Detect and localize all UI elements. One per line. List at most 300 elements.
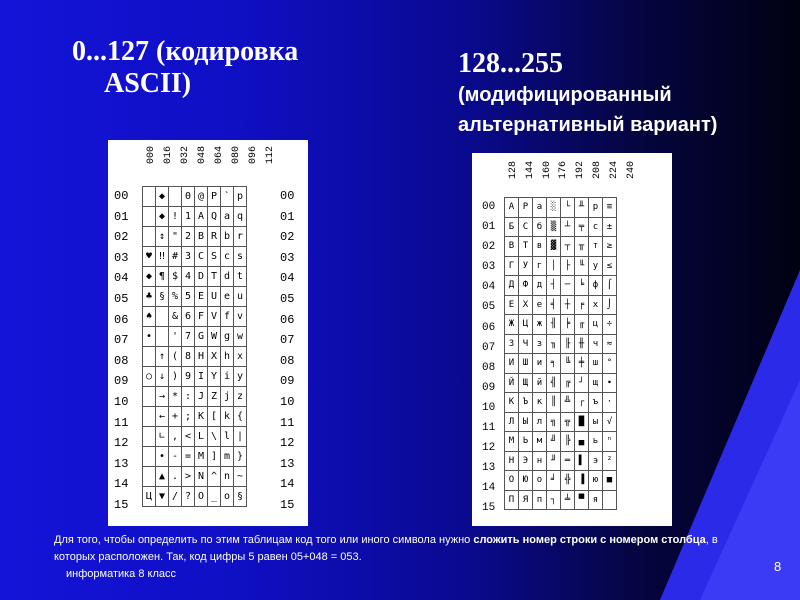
code-cell: ю	[589, 471, 603, 491]
code-cell: }	[234, 447, 247, 467]
row-label: 02	[280, 230, 295, 245]
code-cell: 5	[182, 287, 195, 307]
row-label: 02	[114, 230, 129, 245]
table-row	[505, 217, 617, 237]
code-cell: >	[182, 467, 195, 487]
code-cell: °	[603, 354, 617, 374]
table-row	[505, 237, 617, 257]
code-cell: л	[533, 412, 547, 432]
ascii-row-labels-right	[280, 186, 294, 516]
row-label: 15	[482, 502, 496, 515]
row-label: 05	[280, 291, 295, 306]
code-cell: К	[505, 393, 519, 413]
code-cell	[143, 207, 156, 227]
code-cell: ф	[589, 276, 603, 296]
row-label: 14	[482, 482, 496, 495]
row-label: 14	[280, 477, 295, 492]
code-cell: Щ	[519, 373, 533, 393]
column-header: 080	[231, 146, 242, 165]
code-cell: ±	[603, 217, 617, 237]
row-label: 12	[650, 445, 663, 461]
alt-table-panel	[472, 153, 672, 526]
row-label: 07	[280, 333, 295, 348]
code-cell	[143, 467, 156, 487]
code-cell: Г	[505, 256, 519, 276]
table-row	[143, 407, 247, 427]
table-row	[505, 451, 617, 471]
code-cell: ◆	[143, 267, 156, 287]
code-cell: U	[208, 287, 221, 307]
title-ascii	[72, 36, 298, 100]
code-cell: ²	[603, 451, 617, 471]
code-cell: ▄	[575, 432, 589, 452]
column-header: 208	[592, 161, 603, 180]
code-cell: з	[533, 334, 547, 354]
code-cell: ⌠	[603, 276, 617, 296]
code-cell: ♣	[143, 287, 156, 307]
code-cell: ╫	[575, 334, 589, 354]
row-label: 08	[280, 353, 295, 368]
code-cell: ╗	[547, 412, 561, 432]
code-cell: u	[234, 287, 247, 307]
code-cell: ╧	[561, 490, 575, 510]
code-cell: <	[182, 427, 195, 447]
row-label: 13	[482, 462, 496, 475]
table-row	[143, 427, 247, 447]
table-row	[143, 387, 247, 407]
table-row	[143, 207, 247, 227]
table-row	[505, 315, 617, 335]
row-label: 09	[482, 381, 496, 394]
code-cell: w	[234, 327, 247, 347]
column-header: 128	[508, 161, 519, 180]
code-cell: "	[169, 227, 182, 247]
row-label: 00	[114, 189, 129, 203]
code-cell: ╡	[547, 295, 561, 315]
code-cell: ∟	[156, 427, 169, 447]
code-cell: ,	[169, 427, 182, 447]
title-ascii-line2: ASCII)	[104, 68, 192, 99]
table-row	[505, 354, 617, 374]
code-cell: Т	[519, 237, 533, 257]
code-cell: T	[208, 267, 221, 287]
code-cell: ¶	[156, 267, 169, 287]
code-cell: O	[195, 487, 208, 507]
code-cell: ├	[561, 256, 575, 276]
row-label: 09	[650, 383, 663, 399]
code-cell: ?	[182, 487, 195, 507]
code-cell: Р	[519, 198, 533, 218]
code-cell: ъ	[589, 393, 603, 413]
title-ascii-line1: 0...127 (кодировка	[72, 36, 299, 67]
row-label: 01	[280, 209, 295, 224]
code-cell: ▀	[575, 490, 589, 510]
code-cell: М	[505, 432, 519, 452]
code-cell: +	[169, 407, 182, 427]
code-cell: 6	[182, 307, 195, 327]
code-cell: ╓	[575, 315, 589, 335]
code-cell: ≥	[603, 237, 617, 257]
row-label: 15	[650, 506, 663, 522]
code-cell: ♠	[143, 307, 156, 327]
code-cell: З	[505, 334, 519, 354]
code-cell: ┴	[561, 217, 575, 237]
code-cell: п	[533, 490, 547, 510]
row-label: 13	[280, 456, 295, 471]
code-cell: X	[208, 347, 221, 367]
code-cell: П	[505, 490, 519, 510]
code-cell: I	[195, 367, 208, 387]
code-cell: M	[195, 447, 208, 467]
column-header: 176	[558, 161, 570, 180]
code-cell: `	[221, 187, 234, 207]
code-cell: ◆	[156, 187, 169, 207]
code-cell	[143, 347, 156, 367]
code-cell: ≡	[603, 198, 617, 218]
code-cell: ↑	[156, 347, 169, 367]
table-row	[505, 334, 617, 354]
code-cell: ▼	[156, 487, 169, 507]
code-cell: к	[533, 393, 547, 413]
row-label: 11	[482, 422, 496, 435]
table-row	[143, 487, 247, 507]
row-label: 05	[482, 301, 496, 314]
column-header: 240	[625, 161, 637, 180]
table-row	[505, 295, 617, 315]
code-cell: k	[221, 407, 234, 427]
code-cell: я	[589, 490, 603, 510]
code-cell: l	[221, 427, 234, 447]
code-cell: ◆	[156, 207, 169, 227]
code-cell: :	[182, 387, 195, 407]
code-cell: ╛	[547, 471, 561, 491]
code-cell: b	[221, 227, 234, 247]
code-cell: q	[234, 207, 247, 227]
table-row	[505, 256, 617, 276]
row-label: 10	[650, 403, 663, 419]
ascii-code-grid	[142, 186, 247, 507]
code-cell: р	[589, 198, 603, 218]
code-cell: &	[169, 307, 182, 327]
row-label: 07	[482, 341, 496, 354]
code-cell: О	[505, 471, 519, 491]
column-header: 032	[180, 146, 191, 165]
code-cell: ╝	[547, 432, 561, 452]
code-cell: F	[195, 307, 208, 327]
code-cell: -	[169, 447, 182, 467]
code-cell: ║	[547, 393, 561, 413]
code-cell: ╦	[561, 412, 575, 432]
code-cell: ·	[603, 393, 617, 413]
row-label: 02	[650, 239, 663, 255]
code-cell: Ч	[519, 334, 533, 354]
code-cell: █	[575, 412, 589, 432]
row-label: 00	[650, 198, 663, 213]
row-label: 01	[482, 221, 496, 234]
code-cell: щ	[589, 373, 603, 393]
code-cell: z	[234, 387, 247, 407]
code-cell: ╜	[547, 451, 561, 471]
code-cell	[156, 327, 169, 347]
code-cell: Х	[519, 295, 533, 315]
code-cell: Ш	[519, 354, 533, 374]
code-cell: б	[533, 217, 547, 237]
code-cell: ╘	[575, 276, 589, 296]
code-cell: ╤	[575, 217, 589, 237]
row-label: 01	[114, 209, 129, 224]
code-cell: ↓	[156, 367, 169, 387]
code-cell: Y	[208, 367, 221, 387]
table-row	[143, 467, 247, 487]
code-cell: G	[195, 327, 208, 347]
code-cell: x	[234, 347, 247, 367]
table-row	[505, 393, 617, 413]
code-cell: (	[169, 347, 182, 367]
code-cell: ╨	[575, 198, 589, 218]
table-row	[143, 327, 247, 347]
code-cell: K	[195, 407, 208, 427]
caption-text-end: , в которых расположен. Так, код цифры 5 равен 05+048 = 053.	[54, 534, 718, 563]
code-cell: n	[221, 467, 234, 487]
code-cell: ≤	[603, 256, 617, 276]
column-header: 016	[163, 146, 174, 165]
code-cell: Е	[505, 295, 519, 315]
code-cell: ╖	[547, 334, 561, 354]
code-cell: •	[156, 447, 169, 467]
code-cell: 9	[182, 367, 195, 387]
code-cell: ┌	[575, 393, 589, 413]
code-cell: ]	[208, 447, 221, 467]
row-label: 06	[482, 321, 496, 334]
code-cell: t	[234, 267, 247, 287]
code-cell: ;	[182, 407, 195, 427]
code-cell: ■	[603, 471, 617, 491]
code-cell: А	[505, 198, 519, 218]
code-cell	[143, 447, 156, 467]
row-label: 05	[114, 291, 129, 306]
code-cell: ↕	[156, 227, 169, 247]
alt-row-labels	[482, 197, 495, 519]
code-cell: о	[533, 471, 547, 491]
code-cell: ╠	[561, 432, 575, 452]
code-cell: ╥	[575, 237, 589, 257]
code-cell: §	[234, 487, 247, 507]
row-label: 08	[114, 353, 129, 368]
column-header: 048	[197, 146, 208, 165]
code-cell: →	[156, 387, 169, 407]
code-cell: э	[589, 451, 603, 471]
code-cell: ⁿ	[603, 432, 617, 452]
code-cell: ≈	[603, 334, 617, 354]
code-cell: ^	[208, 467, 221, 487]
code-cell: p	[234, 187, 247, 207]
code-cell: m	[221, 447, 234, 467]
code-cell: Q	[208, 207, 221, 227]
code-cell: h	[221, 347, 234, 367]
code-cell: D	[195, 267, 208, 287]
code-cell: и	[533, 354, 547, 374]
code-cell: С	[519, 217, 533, 237]
row-label: 10	[280, 394, 295, 409]
code-cell: ░	[547, 198, 561, 218]
code-cell	[143, 407, 156, 427]
code-cell: {	[234, 407, 247, 427]
code-cell: д	[533, 276, 547, 296]
code-cell: ╬	[561, 471, 575, 491]
code-cell: f	[221, 307, 234, 327]
code-cell: с	[589, 217, 603, 237]
row-label: 10	[114, 394, 129, 409]
code-cell: ▓	[547, 237, 561, 257]
code-cell: ц	[589, 315, 603, 335]
code-cell: Б	[505, 217, 519, 237]
code-cell: ┬	[561, 237, 575, 257]
code-cell: Ь	[519, 432, 533, 452]
code-cell: 3	[182, 247, 195, 267]
code-cell: L	[195, 427, 208, 447]
row-label: 11	[650, 424, 663, 440]
code-cell: И	[505, 354, 519, 374]
code-cell: ╕	[547, 354, 561, 374]
code-cell: ▌	[575, 451, 589, 471]
code-cell: 4	[182, 267, 195, 287]
column-header: 160	[541, 161, 553, 180]
column-header: 112	[265, 146, 276, 165]
code-cell: Ж	[505, 315, 519, 335]
table-row	[505, 490, 617, 510]
code-cell: ┐	[547, 490, 561, 510]
row-label: 03	[114, 250, 129, 265]
row-label: 12	[482, 442, 496, 455]
code-cell	[143, 187, 156, 207]
code-cell: ▐	[575, 471, 589, 491]
code-cell: [	[208, 407, 221, 427]
code-cell: ш	[589, 354, 603, 374]
code-cell: ╪	[575, 354, 589, 374]
code-cell: W	[208, 327, 221, 347]
code-cell: ┤	[547, 276, 561, 296]
code-cell: ╣	[547, 373, 561, 393]
code-cell: ▲	[156, 467, 169, 487]
ascii-row-labels-left	[114, 186, 128, 516]
code-cell: i	[221, 367, 234, 387]
code-cell	[156, 307, 169, 327]
code-cell: $	[169, 267, 182, 287]
code-cell: '	[169, 327, 182, 347]
table-row	[143, 367, 247, 387]
column-header: 064	[214, 146, 225, 165]
code-cell	[143, 387, 156, 407]
code-cell: ÷	[603, 315, 617, 335]
code-cell: у	[589, 256, 603, 276]
code-cell: s	[234, 247, 247, 267]
code-cell: ь	[589, 432, 603, 452]
row-label: 15	[114, 497, 129, 512]
code-cell: м	[533, 432, 547, 452]
code-cell: o	[221, 487, 234, 507]
table-row	[143, 267, 247, 287]
code-cell: │	[547, 256, 561, 276]
title-alt-line2: (модифицированный	[458, 84, 672, 106]
code-cell: /	[169, 487, 182, 507]
code-cell: =	[182, 447, 195, 467]
row-label: 03	[280, 250, 295, 265]
code-cell: ч	[589, 334, 603, 354]
code-cell: y	[234, 367, 247, 387]
code-cell: 8	[182, 347, 195, 367]
column-header: 192	[575, 161, 587, 180]
code-cell: c	[221, 247, 234, 267]
code-cell: \	[208, 427, 221, 447]
code-cell: a	[221, 207, 234, 227]
code-cell: E	[195, 287, 208, 307]
row-label: 11	[114, 415, 129, 430]
code-cell: S	[208, 247, 221, 267]
code-cell: ~	[234, 467, 247, 487]
code-cell: B	[195, 227, 208, 247]
code-cell: ╞	[561, 315, 575, 335]
table-row	[505, 471, 617, 491]
row-label: 14	[650, 486, 663, 502]
title-alt-line3: альтернативный вариант)	[458, 114, 718, 136]
table-row	[143, 307, 247, 327]
code-cell: Э	[519, 451, 533, 471]
row-label: 13	[114, 456, 129, 471]
code-cell: C	[195, 247, 208, 267]
code-cell: 2	[182, 227, 195, 247]
row-label: 01	[650, 218, 663, 234]
table-row	[505, 276, 617, 296]
table-row	[143, 447, 247, 467]
table-row	[143, 227, 247, 247]
code-cell: √	[603, 412, 617, 432]
table-row	[143, 247, 247, 267]
row-label: 06	[280, 312, 295, 327]
code-cell: J	[195, 387, 208, 407]
table-row	[143, 347, 247, 367]
code-cell: v	[234, 307, 247, 327]
code-cell: ╟	[561, 334, 575, 354]
row-label: 04	[280, 271, 295, 286]
code-cell: P	[208, 187, 221, 207]
code-cell: ╢	[547, 315, 561, 335]
code-cell: н	[533, 451, 547, 471]
caption-bold: сложить номер строки с номером столбца	[473, 534, 706, 546]
code-cell: ⌡	[603, 295, 617, 315]
row-label: 13	[650, 465, 663, 481]
code-cell: Ц	[143, 487, 156, 507]
row-label: 12	[114, 436, 129, 451]
code-cell: е	[533, 295, 547, 315]
code-cell: H	[195, 347, 208, 367]
code-cell: Ъ	[519, 393, 533, 413]
code-cell: 7	[182, 327, 195, 347]
code-cell: г	[533, 256, 547, 276]
code-cell: .	[169, 467, 182, 487]
code-cell: )	[169, 367, 182, 387]
page-number: 8	[774, 559, 782, 574]
code-cell: j	[221, 387, 234, 407]
code-cell: %	[169, 287, 182, 307]
row-label: 11	[280, 415, 295, 430]
table-row	[505, 198, 617, 218]
row-label: 14	[114, 477, 129, 492]
row-label: 09	[114, 374, 129, 389]
code-cell	[603, 490, 617, 510]
code-cell: |	[234, 427, 247, 447]
row-label: 06	[650, 321, 663, 337]
code-cell: A	[195, 207, 208, 227]
